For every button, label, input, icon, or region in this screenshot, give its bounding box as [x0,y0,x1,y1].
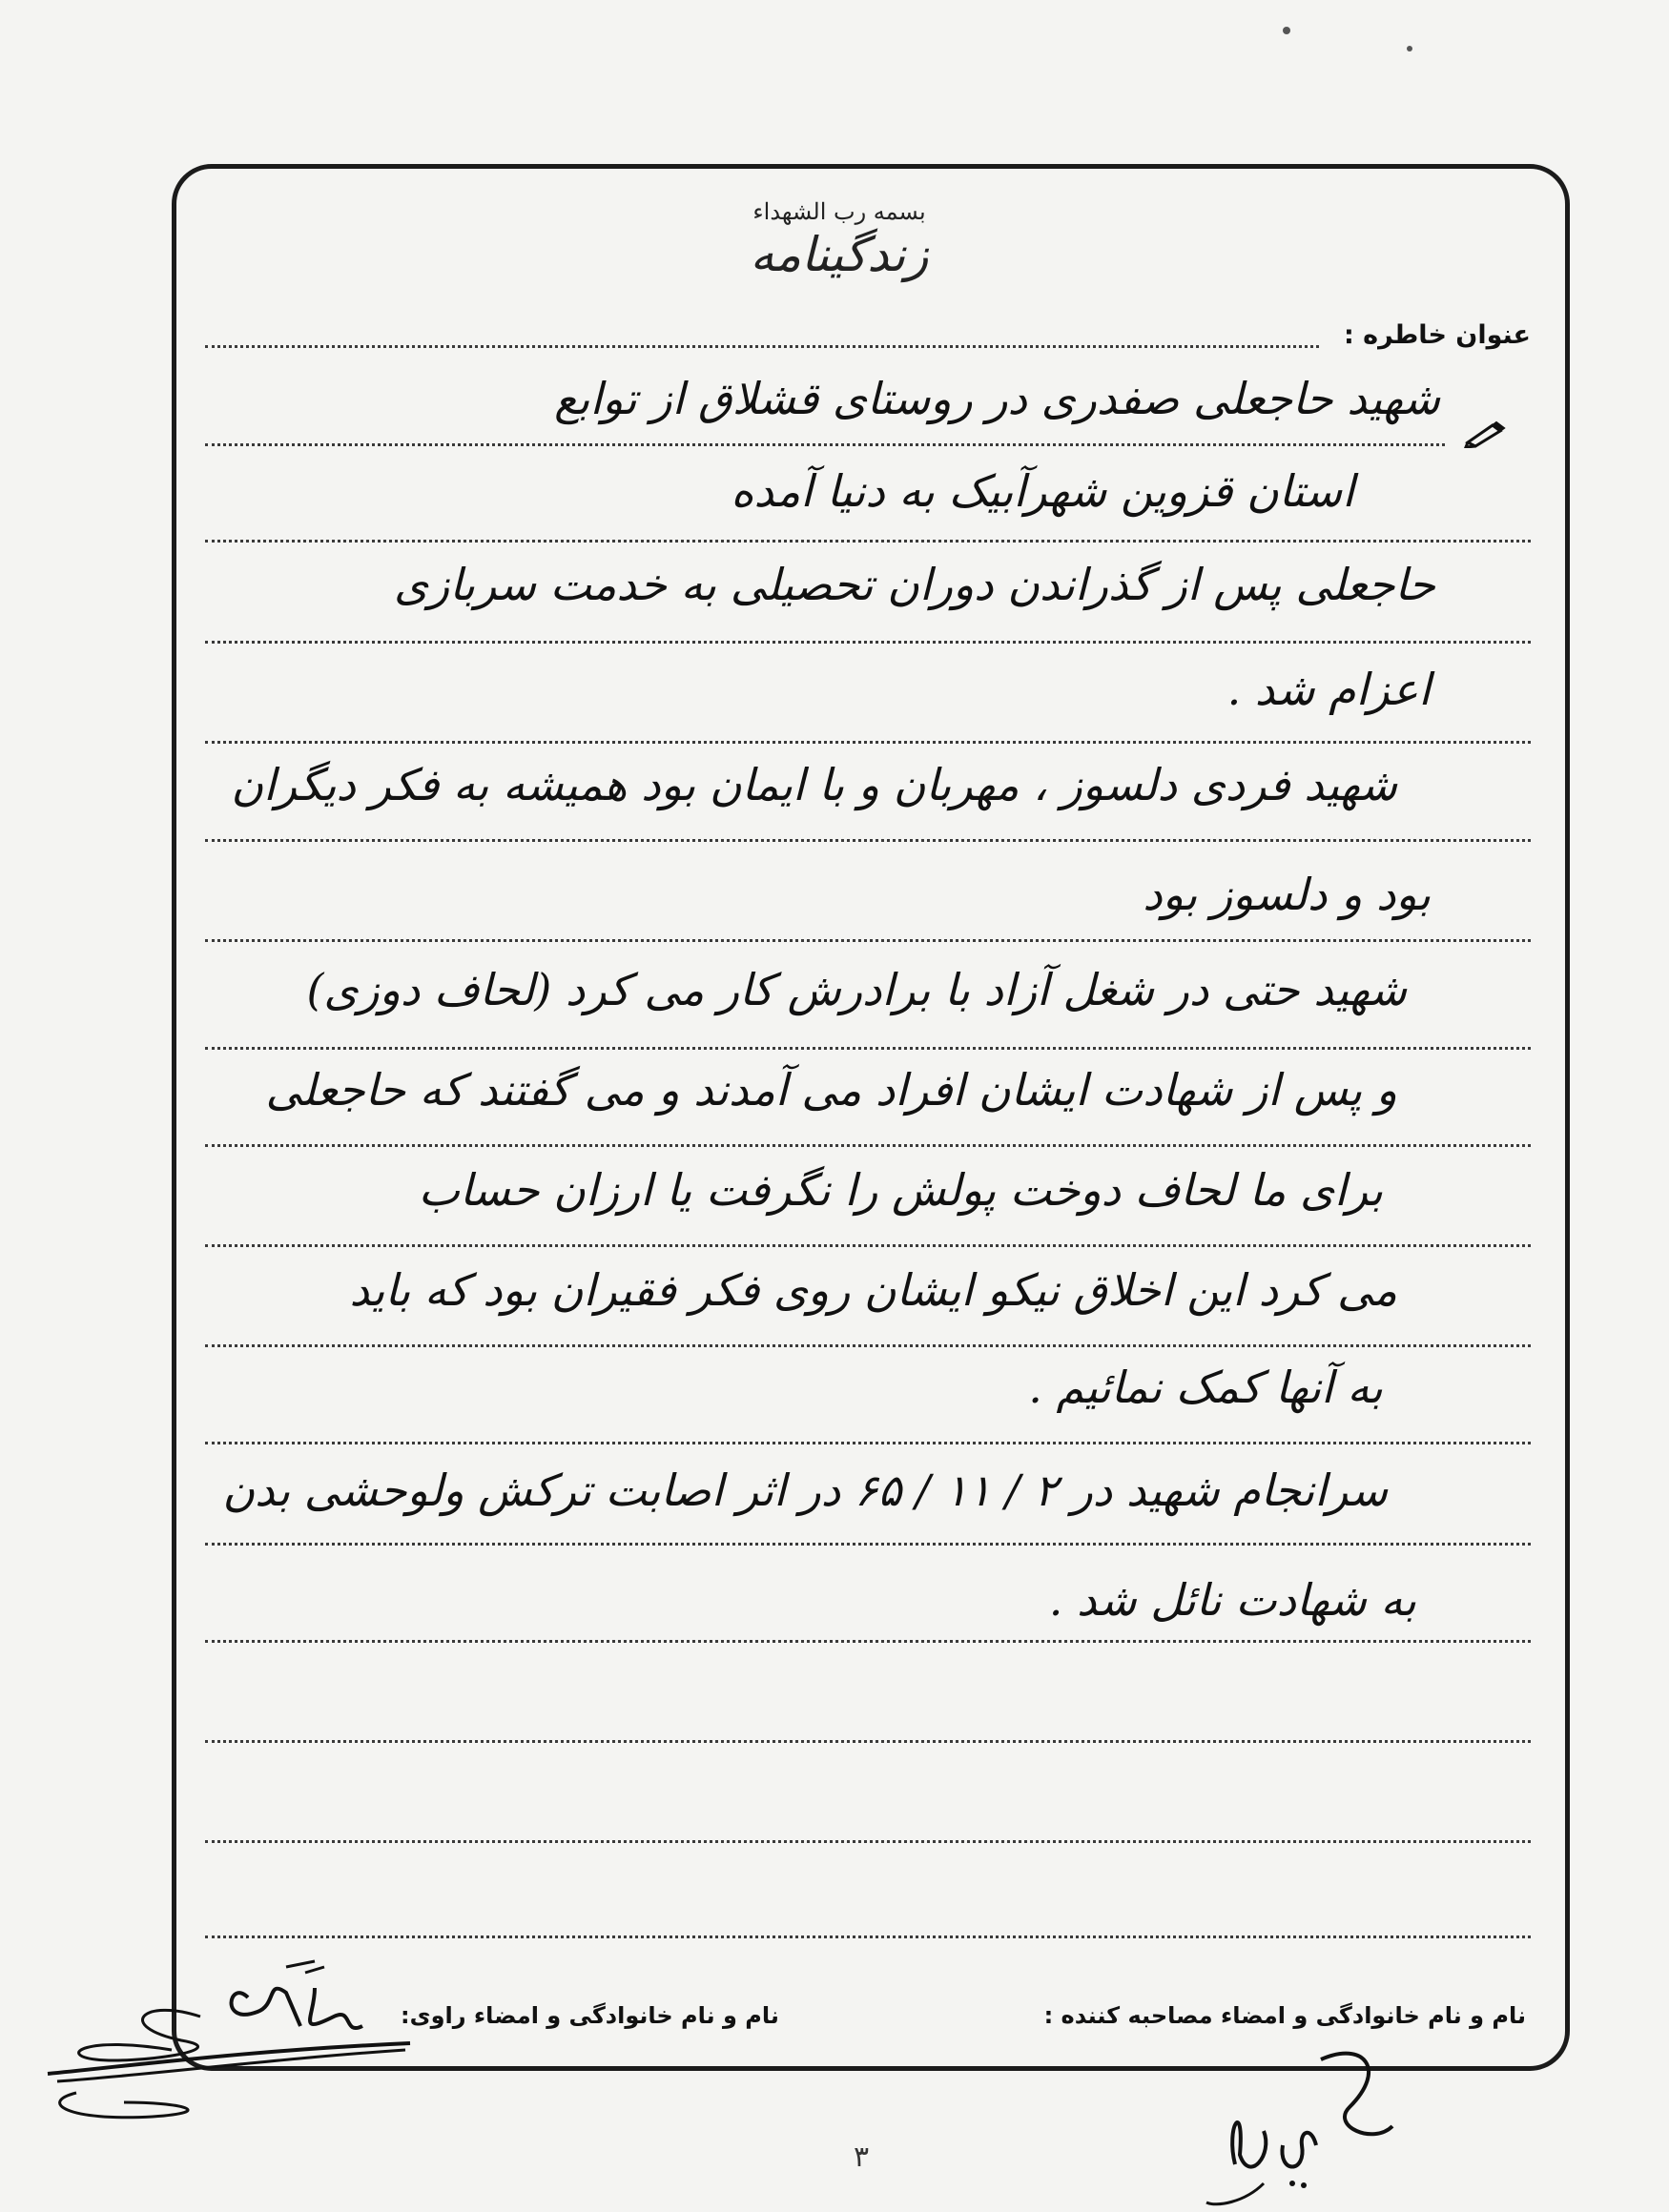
dotted-rule [205,1640,1531,1643]
memory-line: سرانجام شهید در ۲ / ۱۱ / ۶۵ در اثر اصابت ترکش ولوحشی بدن [222,1464,1388,1516]
memory-line: به آنها کمک نمائیم . [1028,1362,1383,1413]
dotted-rule [205,939,1531,942]
memory-line: شهید حتی در شغل آزاد با برادرش کار می کرد (لحاف دوزی) [306,964,1407,1015]
memory-line: می کرد این اخلاق نیکو ایشان روی فکر فقیران بود که باید [349,1264,1397,1316]
memory-title-label: عنوان خاطره : [1343,320,1531,350]
dotted-rule [205,540,1531,543]
interviewer-signature [1197,2040,1407,2212]
header-title: زندگینامه [750,227,929,282]
dotted-rule [205,1840,1531,1843]
dotted-rule [205,1344,1531,1347]
memory-line: اعزام شد . [1226,664,1431,715]
dotted-rule [205,1047,1531,1050]
dotted-rule [205,839,1531,842]
header-subtitle: بسمه رب الشهداء [752,198,926,225]
dotted-rule [205,1442,1531,1444]
dotted-rule [205,1936,1531,1938]
memory-line: بود و دلسوز بود [1143,869,1431,920]
memory-line: شهید فردی دلسوز ، مهربان و با ایمان بود همیشه به فکر دیگران [231,759,1397,810]
dotted-rule [205,1244,1531,1247]
memory-line: به شهادت نائل شد . [1048,1574,1416,1626]
dotted-rule [205,443,1445,446]
paper-speck [1407,46,1412,51]
memory-line: برای ما لحاف دوخت پولش را نگرفت یا ارزان حساب [418,1164,1383,1216]
memory-line: و پس از شهادت ایشان افراد می آمدند و می گفتند که حاجعلی [265,1064,1397,1116]
dotted-rule [205,741,1531,744]
dotted-rule [205,1144,1531,1147]
pen-writing-icon [1464,420,1506,448]
interviewer-signature-label: نام و نام خانوادگی و امضاء مصاحبه کننده : [1043,2002,1526,2029]
dotted-rule [205,345,1319,348]
page-header [668,198,1011,282]
dotted-rule [205,1740,1531,1743]
dotted-rule [205,641,1531,644]
page-number: ۳ [854,2140,870,2174]
dotted-rule [205,1543,1531,1546]
memory-line: استان قزوین شهرآبیک به دنیا آمده [731,465,1354,517]
paper-speck [1283,27,1290,34]
form-frame [172,164,1570,2071]
memory-line: حاجعلی پس از گذراندن دوران تحصیلی به خدمت سربازی [394,559,1435,610]
narrator-signature [29,1959,429,2131]
narrator-signature-label: نام و نام خانوادگی و امضاء راوی: [401,2002,779,2029]
memory-line: شهید حاجعلی صفدری در روستای قشلاق از توابع [554,373,1440,424]
